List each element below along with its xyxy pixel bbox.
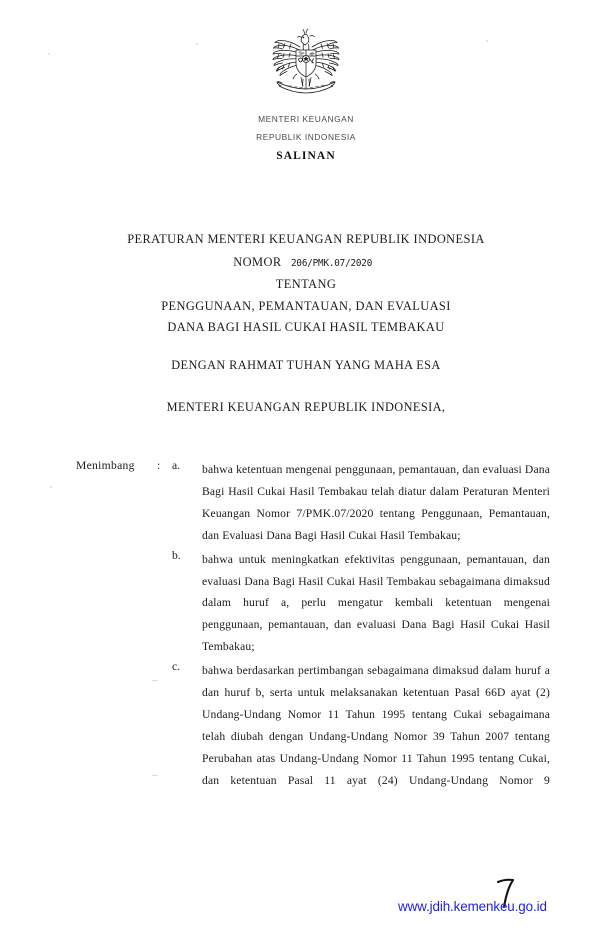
clause-text-b: bahwa untuk meningkatkan efektivitas penggunaan, pemantauan, dan evaluasi Dana Bagi Hasil Cukai Hasil Tembakau sebagaimana dimaksud dalam huruf a, perlu mengatur kembali ketentuan mengenai penggunaan, pemantauan, dan evaluasi Dana Bagi Hasil Cukai Hasil Tembakau; <box>202 552 550 654</box>
preamble-blessing <box>0 355 612 377</box>
regulation-subject-line1: PENGGUNAAN, PEMANTAUAN, DAN EVALUASI <box>161 298 451 313</box>
considering-colon: : <box>157 459 161 472</box>
clause-text-a: bahwa ketentuan mengenai penggunaan, pemantauan, dan evaluasi Dana Bagi Hasil Cukai Hasil Tembakau telah diatur dalam Peraturan Menteri Keuangan Nomor 7/PMK.07/2020 tentang Penggunaan, Pemantauan, dan Evaluasi Dana Bagi Hasil Cukai Hasil Tembakau; <box>202 463 550 542</box>
clause-text-c: bahwa berdasarkan pertimbangan sebagaimana dimaksud dalam huruf a dan huruf b, serta untuk melaksanakan ketentuan Pasal 66D ayat (2) Undang-Undang Nomor 11 Tahun 1995 tentang Cukai sebagaimana telah diubah dengan Undang-Undang Nomor 39 Tahun 2007 tentang Perubahan atas Undang-Undang Nomor 11 Tahun 1995 tentang Cukai, dan ketentuan Pasal 11 ayat (24) Undang-Undang Nomor 9 <box>202 664 550 787</box>
garuda-pancasila-emblem <box>265 24 347 108</box>
nomor-value: 206/PMK.07/2020 <box>290 257 372 269</box>
clause-letter-a: a. <box>172 459 181 472</box>
clause-c <box>0 660 612 813</box>
clause-letter-b: b. <box>172 548 181 562</box>
blessing-text: DENGAN RAHMAT TUHAN YANG MAHA ESA <box>171 358 441 372</box>
considering-label: Menimbang <box>76 459 135 472</box>
nomor-label: NOMOR <box>233 254 282 269</box>
preamble-authority <box>0 397 612 419</box>
ministry-name-line1: MENTERI KEUANGAN <box>258 114 354 124</box>
ministry-name-line2: REPUBLIK INDONESIA <box>256 131 356 142</box>
clause-letter-c: c. <box>172 660 181 674</box>
jdih-url[interactable]: www.jdih.kemenkeu.go.id <box>398 899 547 914</box>
masthead <box>0 24 612 162</box>
regulation-number-line <box>0 251 612 275</box>
clause-a <box>0 459 612 547</box>
considering-section <box>0 459 612 816</box>
regulation-title-block <box>0 229 612 339</box>
authority-text: MENTERI KEUANGAN REPUBLIK INDONESIA, <box>166 400 446 414</box>
clause-b <box>0 549 612 659</box>
tentang-label: TENTANG <box>275 277 337 291</box>
copy-stamp: SALINAN <box>276 150 336 162</box>
regulation-heading: PERATURAN MENTERI KEUANGAN REPUBLIK INDONESIA <box>127 232 485 246</box>
regulation-subject-line2: DANA BAGI HASIL CUKAI HASIL TEMBAKAU <box>167 320 445 334</box>
